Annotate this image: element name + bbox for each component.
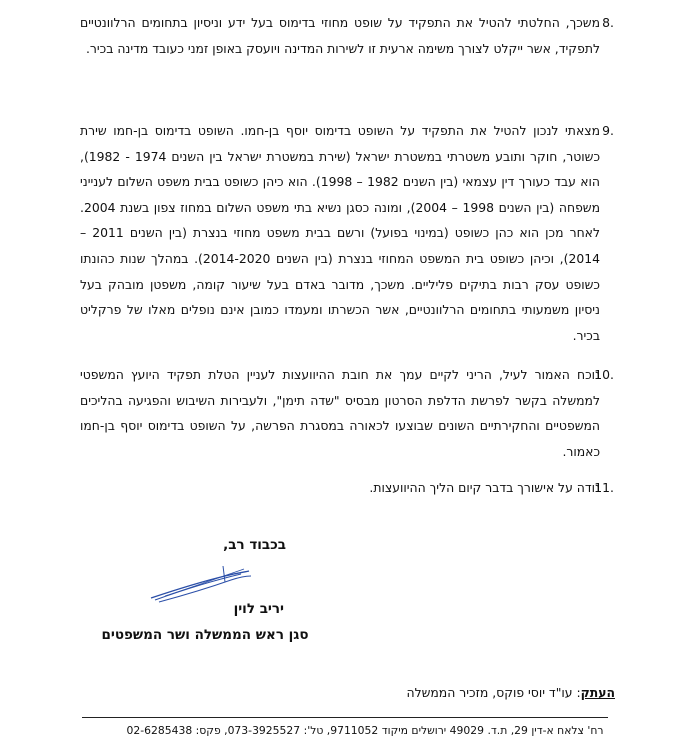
paragraph-8: משכך, החלטתי להטיל את התפקיד על שופט מחוזי בדימוס בעל ידע וניסיון בתחומים הרלוונטיים לתפקיד, אשר ייקלט לצורך משימה ארעית זו לשירות המדינה ויועסק באופן זמני כעובד מדינה בכיר.: [80, 15, 600, 56]
footer-address: רח' צלאח א-דין 29, ת.ד. 49029 ירושלים מיקוד 9711052, טל': 073-3925527, פקס: 02-6285438: [126, 724, 604, 737]
paragraph-number: 8.: [602, 15, 614, 30]
signer-title: סגן ראש הממשלה ושר המשפטים: [101, 627, 309, 643]
paragraph-number: 9.: [602, 123, 614, 138]
paragraph-10: נוכח האמור לעיל, הריני לקיים עמך את חובת ההיוועצות לעניין הטלת תפקיד היועץ המשפטי לממשלה בקשר לפרשת הדלפת הסרטון מבסיס "שדה תימן", ולעבירות השיבוש והפגיעה בהליכים המשפטיים והחקירתיים השונים שבוצעו לכאורה במסגרת הפרשה, על השופט בדימוס יוסף בן-חמו כאמור.: [80, 367, 600, 459]
closing-regards: בכבוד רב,: [223, 537, 286, 553]
paragraph-number: 10.: [594, 367, 614, 382]
cc-line: [370, 684, 615, 702]
handwritten-signature: [145, 560, 255, 605]
cc-label: העתק: [580, 685, 615, 700]
paragraph-11: נודה על אישורך בדבר קיום הליך ההיוועצות.: [369, 480, 600, 495]
footer-divider: [82, 717, 608, 718]
signer-name: יריב לוין: [233, 601, 284, 617]
paragraph-number: 11.: [594, 480, 614, 495]
cc-recipient: : עו"ד יוסי פוקס, מזכיר הממשלה: [406, 685, 581, 700]
paragraph-9: מצאתי לנכון להטיל את התפקיד על השופט בדימוס יוסף בן-חמו. השופט בדימוס בן-חמו שירת כשוטר, חוקר ותובע משטרתי במשטרת ישראל (שירת במשטרת ישראל בין השנים 1974 - 1982), הוא עבד כעורך דין עצמאי (בין השנים 1982 – 1998). הוא כיהן כשופט בבית משפט השלום לענייני משפחה (בין השנים 1998 – 2004), ומונה כסגן נשיא בתי משפט השלום במחוז צפון בשנת 2004. לאחר מכן הוא כהן כשופט (במינוי בפועל) ורשם בבית משפט מחוזי בנצרת (בין השנים 2011 – 2014), וכיהן כשופט בית המשפט המחוזי בנצרת (בין השנים 2014-2020). במהלך שנות כהונתו כשופט עסק רבות בתיקים פליליים. משכך, מדובר באדם בעל שיעור קומה, משפטן מובהק בעל ניסיון משמעותי בתחומים הרלוונטיים, אשר הכשרתו ומעמדו כמובן אינם נופלים מאלו של פרקליט בכיר.: [80, 123, 601, 343]
